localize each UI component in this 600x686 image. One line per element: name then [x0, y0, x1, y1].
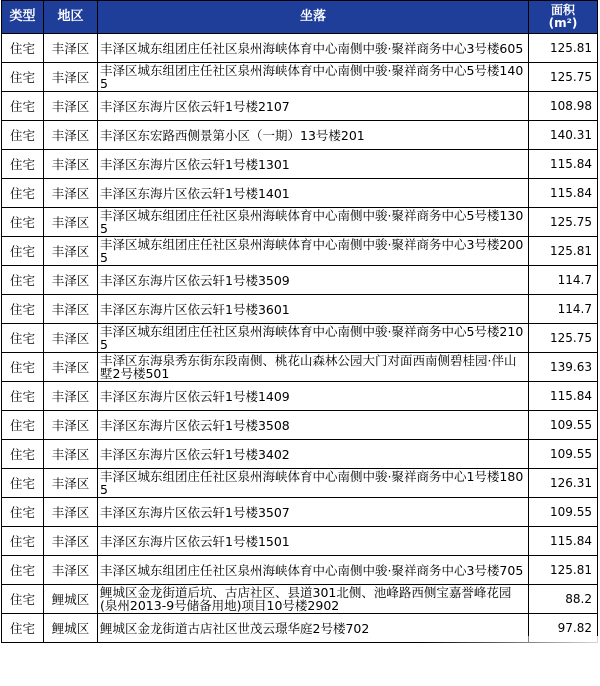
property-table	[1, 0, 598, 643]
cell-type: 住宅	[2, 353, 44, 382]
cell-area: 114.7	[529, 266, 598, 295]
cell-location: 丰泽区东宏路西侧景第小区（一期）13号楼201	[98, 121, 529, 150]
cell-type: 住宅	[2, 440, 44, 469]
watermark-fade	[420, 636, 600, 686]
header-district: 地区	[44, 1, 98, 34]
table-row	[2, 92, 598, 121]
cell-location: 鲤城区金龙街道后坑、古店社区、县道301北侧、池峰路西侧宝嘉誉峰花园(泉州2013-9号储备用地)项目10号楼2902	[98, 585, 529, 614]
cell-district: 鲤城区	[44, 585, 98, 614]
header-location: 坐落	[98, 1, 529, 34]
cell-area: 115.84	[529, 150, 598, 179]
cell-area: 108.98	[529, 92, 598, 121]
cell-type: 住宅	[2, 150, 44, 179]
cell-district: 丰泽区	[44, 353, 98, 382]
table-row	[2, 614, 598, 643]
header-area	[529, 1, 598, 34]
cell-district: 丰泽区	[44, 92, 98, 121]
cell-district: 丰泽区	[44, 440, 98, 469]
header-area-unit: (m²)	[548, 16, 578, 30]
cell-type: 住宅	[2, 614, 44, 643]
cell-area: 125.75	[529, 63, 598, 92]
cell-location: 丰泽区东海片区依云轩1号楼3509	[98, 266, 529, 295]
table-row	[2, 382, 598, 411]
table-row	[2, 150, 598, 179]
table-row	[2, 237, 598, 266]
cell-district: 丰泽区	[44, 150, 98, 179]
cell-location: 丰泽区城东组团庄任社区泉州海峡体育中心南侧中骏·聚祥商务中心3号楼605	[98, 34, 529, 63]
cell-location: 丰泽区城东组团庄任社区泉州海峡体育中心南侧中骏·聚祥商务中心5号楼1405	[98, 63, 529, 92]
cell-location: 丰泽区东海片区依云轩1号楼1501	[98, 527, 529, 556]
cell-area: 125.81	[529, 34, 598, 63]
cell-type: 住宅	[2, 208, 44, 237]
cell-district: 丰泽区	[44, 469, 98, 498]
cell-type: 住宅	[2, 63, 44, 92]
cell-district: 丰泽区	[44, 324, 98, 353]
cell-district: 丰泽区	[44, 121, 98, 150]
cell-type: 住宅	[2, 585, 44, 614]
cell-area: 109.55	[529, 498, 598, 527]
cell-location: 丰泽区东海片区依云轩1号楼1401	[98, 179, 529, 208]
table-row	[2, 440, 598, 469]
table-row	[2, 295, 598, 324]
cell-location: 鲤城区金龙街道古店社区世茂云璟华庭2号楼702	[98, 614, 529, 643]
cell-type: 住宅	[2, 121, 44, 150]
cell-type: 住宅	[2, 469, 44, 498]
cell-type: 住宅	[2, 295, 44, 324]
cell-area: 126.31	[529, 469, 598, 498]
cell-district: 丰泽区	[44, 498, 98, 527]
cell-area: 114.7	[529, 295, 598, 324]
cell-district: 丰泽区	[44, 266, 98, 295]
cell-district: 丰泽区	[44, 411, 98, 440]
table-body	[2, 34, 598, 643]
table-row	[2, 411, 598, 440]
cell-type: 住宅	[2, 498, 44, 527]
cell-area: 97.82	[529, 614, 598, 643]
cell-location: 丰泽区东海片区依云轩1号楼2107	[98, 92, 529, 121]
cell-type: 住宅	[2, 324, 44, 353]
cell-type: 住宅	[2, 556, 44, 585]
cell-type: 住宅	[2, 34, 44, 63]
table-row	[2, 585, 598, 614]
cell-district: 丰泽区	[44, 295, 98, 324]
cell-area: 125.81	[529, 556, 598, 585]
cell-area: 88.2	[529, 585, 598, 614]
table-row	[2, 208, 598, 237]
cell-location: 丰泽区东海片区依云轩1号楼1409	[98, 382, 529, 411]
cell-type: 住宅	[2, 237, 44, 266]
table-row	[2, 469, 598, 498]
table-row	[2, 266, 598, 295]
table-row	[2, 324, 598, 353]
cell-location: 丰泽区东海片区依云轩1号楼3601	[98, 295, 529, 324]
cell-location: 丰泽区城东组团庄任社区泉州海峡体育中心南侧中骏·聚祥商务中心3号楼705	[98, 556, 529, 585]
cell-location: 丰泽区东海片区依云轩1号楼3508	[98, 411, 529, 440]
cell-area: 125.81	[529, 237, 598, 266]
cell-location: 丰泽区城东组团庄任社区泉州海峡体育中心南侧中骏·聚祥商务中心1号楼1805	[98, 469, 529, 498]
table-row	[2, 179, 598, 208]
table-row	[2, 34, 598, 63]
cell-area: 125.75	[529, 208, 598, 237]
cell-type: 住宅	[2, 92, 44, 121]
cell-district: 丰泽区	[44, 556, 98, 585]
table-row	[2, 527, 598, 556]
cell-location: 丰泽区城东组团庄任社区泉州海峡体育中心南侧中骏·聚祥商务中心3号楼2005	[98, 237, 529, 266]
cell-district: 丰泽区	[44, 34, 98, 63]
cell-area: 109.55	[529, 440, 598, 469]
table-header-row	[2, 1, 598, 34]
cell-location: 丰泽区城东组团庄任社区泉州海峡体育中心南侧中骏·聚祥商务中心5号楼1305	[98, 208, 529, 237]
cell-type: 住宅	[2, 382, 44, 411]
cell-area: 115.84	[529, 382, 598, 411]
cell-location: 丰泽区东海片区依云轩1号楼3402	[98, 440, 529, 469]
cell-type: 住宅	[2, 411, 44, 440]
cell-location: 丰泽区城东组团庄任社区泉州海峡体育中心南侧中骏·聚祥商务中心5号楼2105	[98, 324, 529, 353]
table-row	[2, 556, 598, 585]
cell-area: 139.63	[529, 353, 598, 382]
cell-district: 丰泽区	[44, 382, 98, 411]
cell-area: 125.75	[529, 324, 598, 353]
cell-district: 丰泽区	[44, 237, 98, 266]
header-area-label: 面积	[550, 3, 575, 17]
table-row	[2, 353, 598, 382]
cell-location: 丰泽区东海泉秀东街东段南侧、桃花山森林公园大门对面西南侧碧桂园·伴山墅2号楼501	[98, 353, 529, 382]
cell-type: 住宅	[2, 266, 44, 295]
cell-district: 丰泽区	[44, 179, 98, 208]
cell-location: 丰泽区东海片区依云轩1号楼1301	[98, 150, 529, 179]
cell-district: 丰泽区	[44, 208, 98, 237]
table-row	[2, 63, 598, 92]
cell-area: 140.31	[529, 121, 598, 150]
cell-district: 丰泽区	[44, 527, 98, 556]
cell-type: 住宅	[2, 527, 44, 556]
header-type: 类型	[2, 1, 44, 34]
cell-area: 115.84	[529, 179, 598, 208]
cell-area: 109.55	[529, 411, 598, 440]
cell-district: 鲤城区	[44, 614, 98, 643]
cell-area: 115.84	[529, 527, 598, 556]
cell-location: 丰泽区东海片区依云轩1号楼3507	[98, 498, 529, 527]
table-row	[2, 498, 598, 527]
table-row	[2, 121, 598, 150]
cell-type: 住宅	[2, 179, 44, 208]
cell-district: 丰泽区	[44, 63, 98, 92]
